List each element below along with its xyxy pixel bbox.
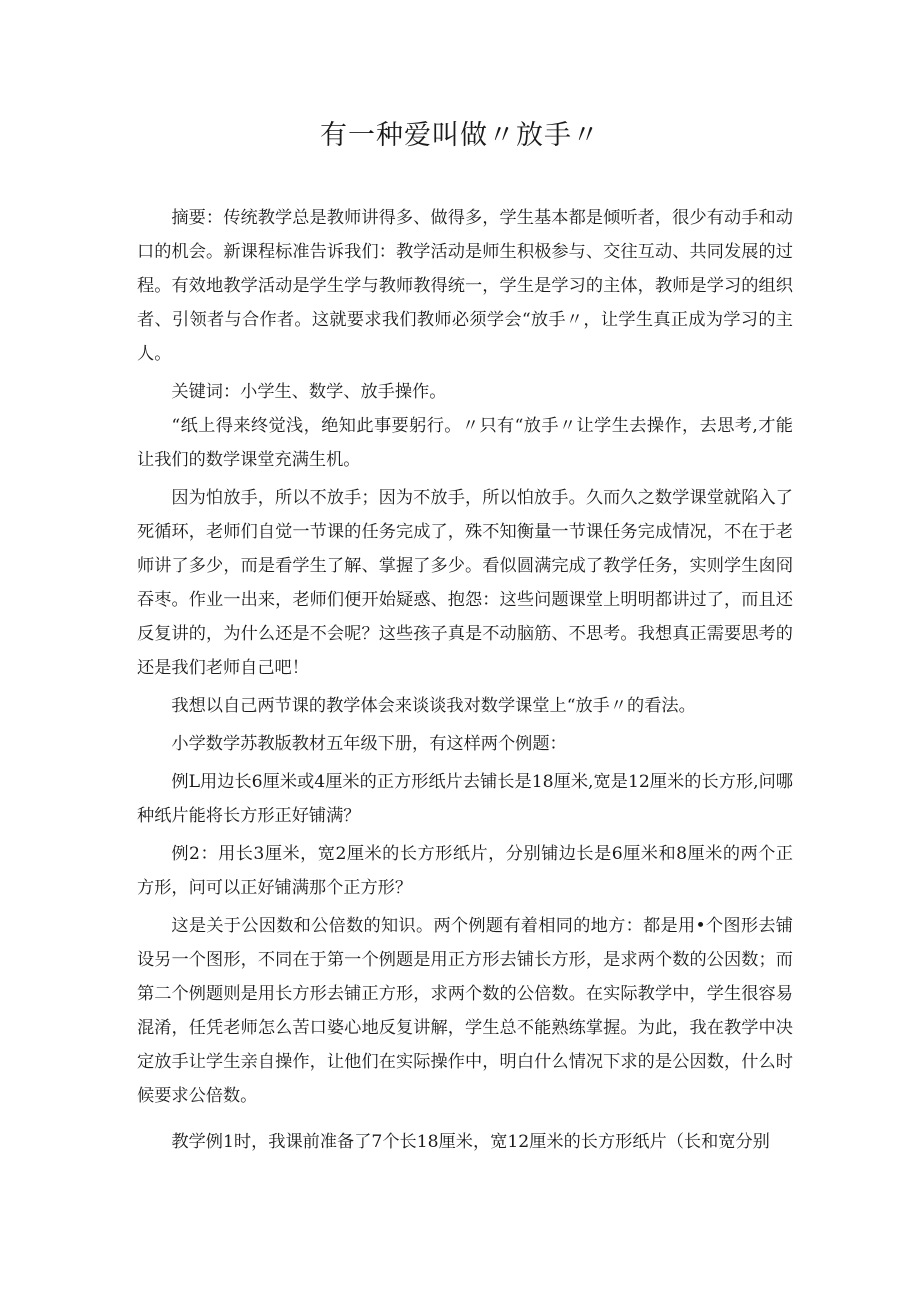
body-paragraph: 我想以自己两节课的教学体会来谈谈我对数学课堂上“放手〃的看法。: [171, 696, 696, 716]
abstract-paragraph: 摘要：传统教学总是教师讲得多、做得多，学生基本都是倾听者，很少有动手和动口的机会。新课程标准告诉我们：教学活动是师生积极参与、交往互动、共同发展的过程。有效地教学活动是学生学与教师教得统一，学生是学习的主体，教师是学习的组织者、引领者与合作者。这就要求我们教师必须学会“放手〃，让学生真正成为学习的主人。: [137, 208, 793, 364]
body-paragraph: 因为怕放手，所以不放手；因为不放手，所以怕放手。久而久之数学课堂就陷入了死循环，老师们自觉一节课的任务完成了，殊不知衡量一节课任务完成情况，不在于老师讲了多少，而是看学生了解、掌握了多少。看似圆满完成了教学任务，实则学生囱冏吞枣。作业一出来，老师们便开始疑惑、抱怨：这些问题课堂上明明都讲过了，而且还反复讲的，为什么还是不会呢？这些孩子真是不动脑筋、不思考。我想真正需要思考的还是我们老师自己吧！: [137, 488, 793, 678]
example-1-paragraph: 例L用边长6厘米或4厘米的正方形纸片去铺长是18厘米,宽是12厘米的长方形,问哪种纸片能将长方形正好铺满？: [137, 772, 793, 826]
document-body: [137, 201, 793, 1163]
example-2-paragraph: 例2：用长3厘米，宽2厘米的长方形纸片，分别铺边长是6厘米和8厘米的两个正方形，问可以正好铺满那个正方形？: [137, 844, 793, 898]
body-paragraph: 小学数学苏教版教材五年级下册，有这样两个例题：: [171, 734, 567, 754]
body-paragraph: 这是关于公因数和公倍数的知识。两个例题有着相同的地方：都是用•个图形去铺设另一个图形，不同在于第一个例题是用正方形去铺长方形，是求两个数的公因数；而第二个例题则是用长方形去铺正方形，求两个数的公倍数。在实际教学中，学生很容易混淆，任凭老师怎么苦口婆心地反复讲解，学生总不能熟练掌握。为此，我在教学中决定放手让学生亲自操作，让他们在实际操作中，明白什么情况下求的是公因数，什么时候要求公倍数。: [137, 916, 793, 1106]
body-paragraph: 教学例1时，我课前准备了7个长18厘米，宽12厘米的长方形纸片（长和宽分别: [171, 1132, 770, 1152]
keywords-paragraph: 关键词：小学生、数学、放手操作。: [171, 382, 447, 402]
document-title: 有一种爱叫做〃放手〃: [320, 120, 600, 151]
quote-paragraph: “纸上得来终觉浅，绝知此事要躬行。〃只有“放手〃让学生去操作，去思考,才能让我们的数学课堂充满生机。: [137, 416, 793, 470]
